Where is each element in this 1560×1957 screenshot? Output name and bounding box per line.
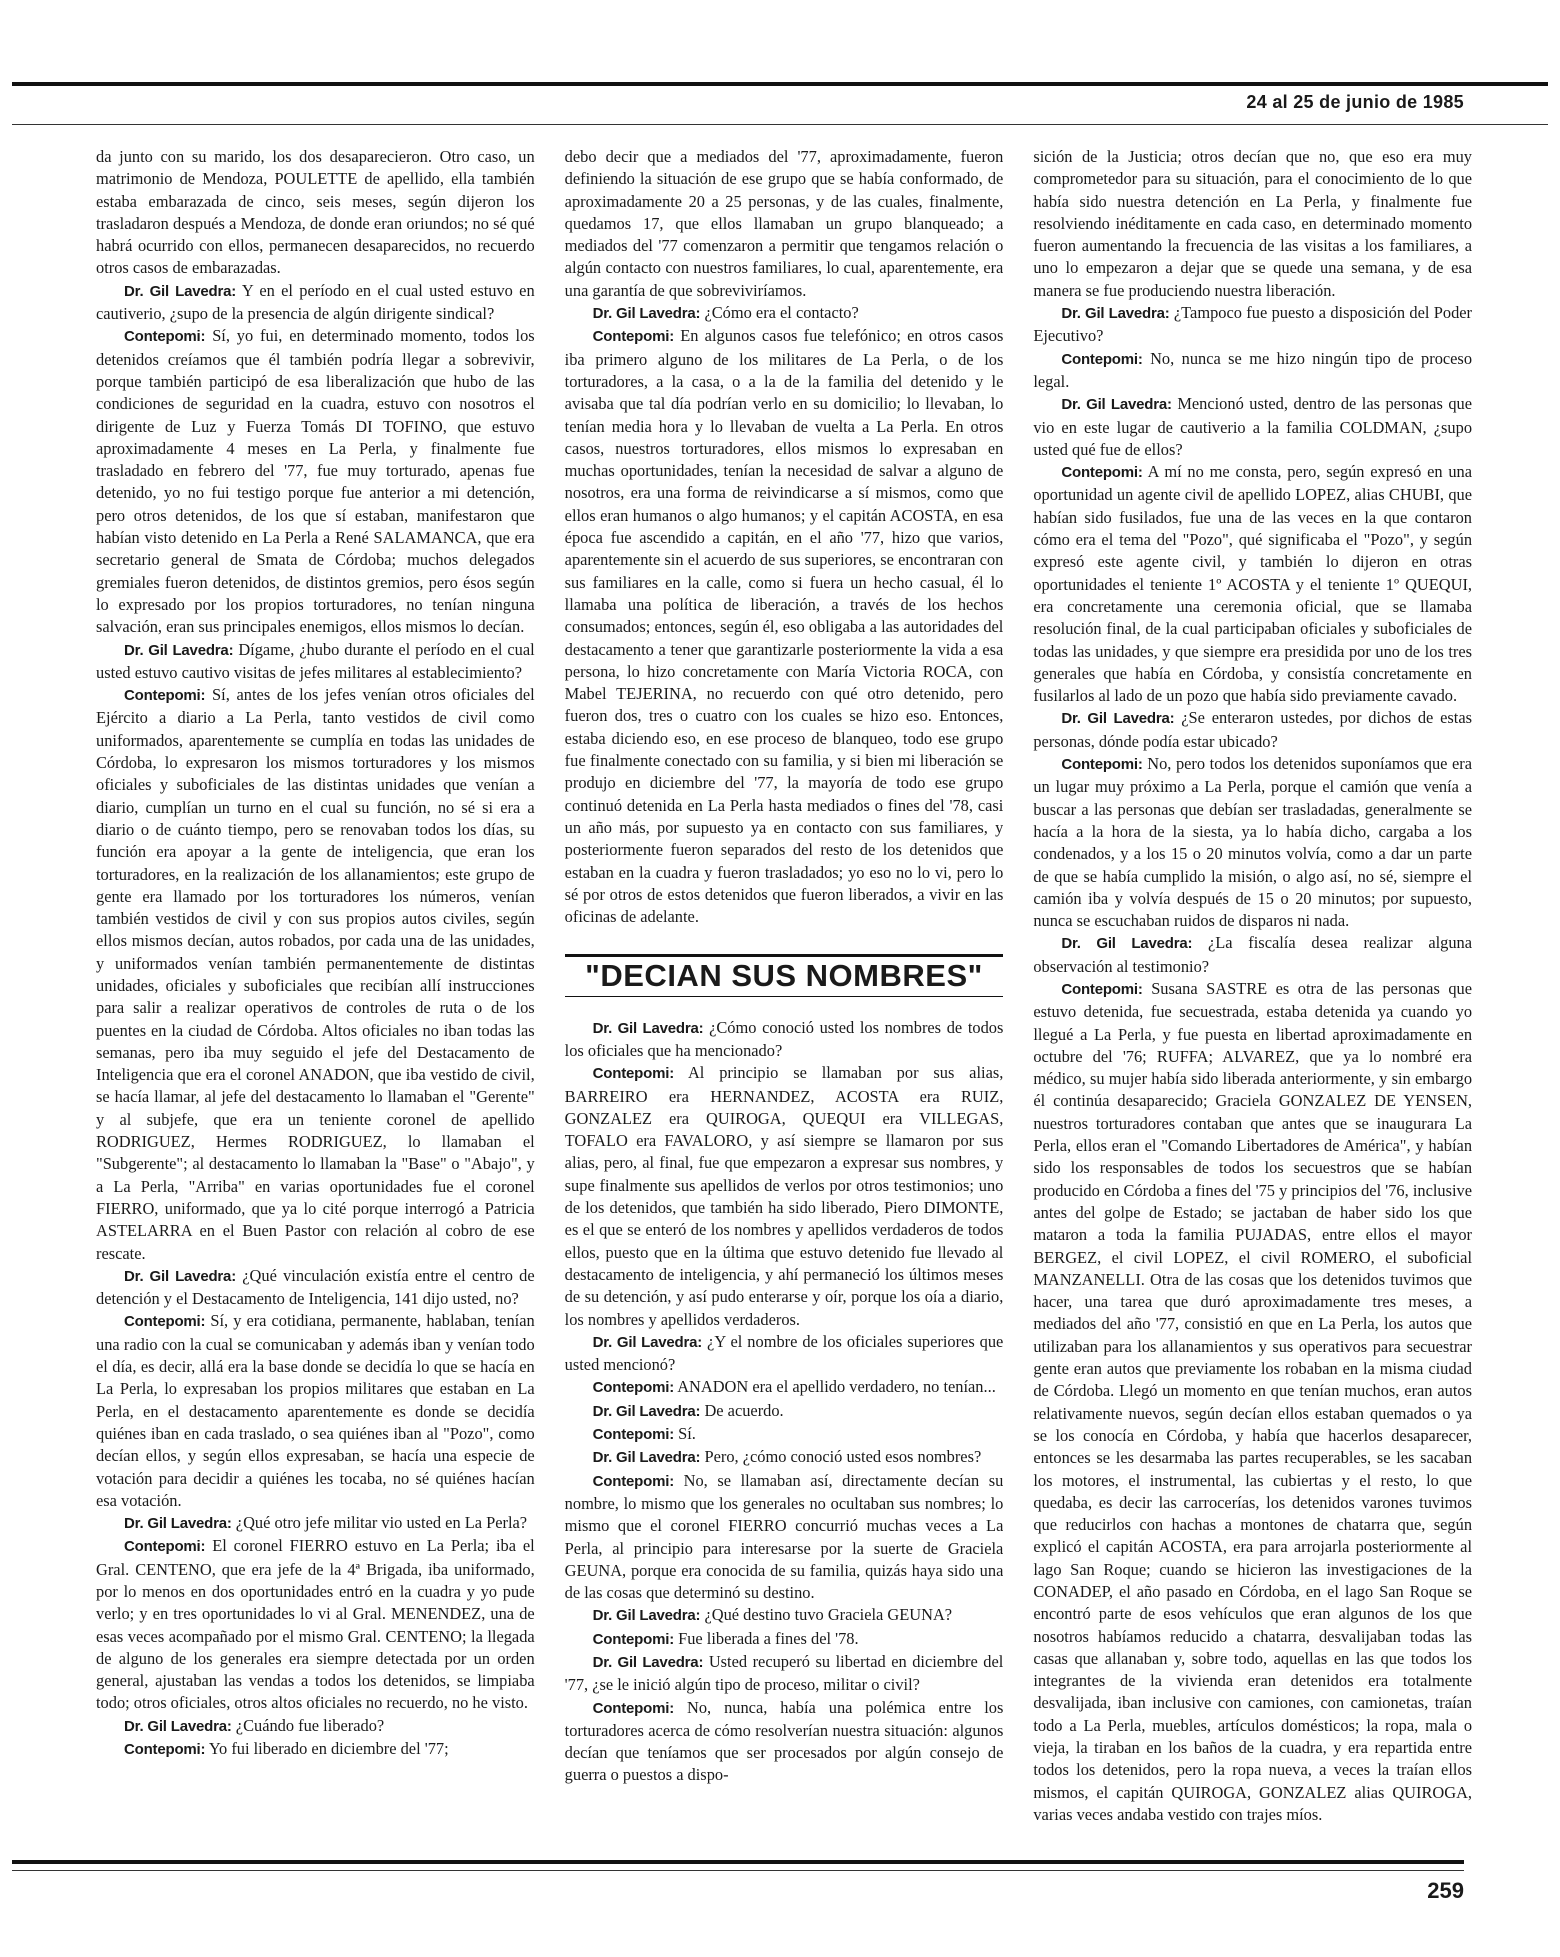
paragraph — [1033, 707, 1472, 753]
paragraph-text: ¿Tampoco fue puesto a disposición del Poder Ejecutivo? — [1033, 303, 1473, 346]
speaker-label: Contepomi: — [124, 328, 206, 346]
paragraph — [96, 1512, 535, 1535]
footer-rule-thin — [12, 1870, 1464, 1871]
paragraph-text: Usted recuperó su libertad en diciembre del '77, ¿se le inició algún tipo de proceso, militar o civil? — [564, 1652, 1004, 1695]
speaker-label: Contepomi: — [124, 687, 206, 705]
article-body — [96, 146, 1472, 1836]
speaker-label: Dr. Gil Lavedra: — [592, 305, 701, 323]
speaker-label: Dr. Gil Lavedra: — [124, 1515, 232, 1533]
speaker-label: Contepomi: — [592, 1379, 674, 1397]
column-2 — [565, 146, 1004, 1836]
paragraph — [565, 325, 1004, 928]
paragraph-text: ¿Cómo conoció usted los nombres de todos los oficiales que ha mencionado? — [564, 1017, 1004, 1060]
speaker-label: Dr. Gil Lavedra: — [592, 1654, 704, 1671]
speaker-label: Contepomi: — [124, 1538, 206, 1556]
paragraph — [565, 1376, 1004, 1399]
speaker-label: Contepomi: — [592, 1472, 674, 1490]
paragraph — [565, 1697, 1004, 1787]
footer-rule — [12, 1860, 1464, 1864]
paragraph-text: Yo fui liberado en diciembre del '77; — [208, 1739, 449, 1759]
paragraph-text: Al principio se llamaban por sus alias, BARREIRO era HERNANDEZ, ACOSTA era RUIZ, GONZALEZ era QUIROGA, QUEQUI era VILLEGAS, TOFALO era FAVALORO, y así siempre se llamaron por sus alias, pero, al final, fue que empezaron a expresar sus nombres, y supe finalmente sus apellidos de verlos por otros testimonios; uno de los detenidos, que también ha sido liberado, Piero DIMONTE, es el que se enteró de los nombres y apellidos verdaderos de todos ellos, puesto que en la última que estuvo detenido fue llevado al destacamento de inteligencia, y ahí permaneció los últimos meses de su detención, y así pudo enterarse y oír, porque los oía a diario, los nombres y apellidos verdaderos. — [564, 1063, 1004, 1329]
paragraph — [96, 684, 535, 1265]
speaker-label: Dr. Gil Lavedra: — [592, 1449, 701, 1467]
paragraph-text: Sí, yo fui, en determinado momento, todos los detenidos creíamos que él también podría llegar a sobrevivir, porque también participó de esa liberalización que hubo de las condiciones de seguridad en la cuadra, estuvo con nosotros el dirigente de Luz y Fuerza Tomás DI TOFINO, que estuvo aproximadamente 4 meses en La Perla, y finalmente fue trasladado en febrero del '77, fue muy torturado, apenas fue detenido, yo no fui testigo porque fue anterior a mi detención, pero otros detenidos, de los que sí estaban, manifestaron que habían visto detenido en La Perla a René SALAMANCA, que era secretario general de Smata de Córdoba; muchos delegados gremiales fueron detenidos, de distintos gremios, pero ésos según lo expresado por los propios torturadores, no tenían ninguna salvación, eran sus principales enemigos, ellos mismos lo decían. — [96, 326, 535, 637]
paragraph-text: Sí. — [678, 1424, 696, 1444]
speaker-label: Contepomi: — [592, 1426, 674, 1444]
paragraph — [565, 146, 1004, 302]
speaker-label: Dr. Gil Lavedra: — [592, 1333, 703, 1351]
paragraph — [565, 302, 1004, 325]
paragraph-text: da junto con su marido, los dos desaparecieron. Otro caso, un matrimonio de Mendoza, POULETTE de apellido, ella también estaba embarazada de cinco, seis meses, según dijeron los trasladaron después a Mendoza, de donde eran oriundos; no sé qué habrá ocurrido con ellos, permanecen desaparecidos, no recuerdo otros casos de embarazadas. — [96, 147, 535, 278]
paragraph-text: sición de la Justicia; otros decían que no, que eso era muy comprometedor para su situación, para el conocimiento de lo que había sido nuestra detención en La Perla, y finalmente fue resolviendo inéditamente en cada caso, en determinado momento fueron aumentando la frecuencia de las visitas a los familiares, a uno lo empezaron a dejar que se quede una semana, y de esa manera se fue produciendo nuestra liberación. — [1033, 147, 1473, 300]
speaker-label: Contepomi: — [1061, 756, 1143, 774]
speaker-label: Dr. Gil Lavedra: — [124, 641, 234, 659]
speaker-label: Dr. Gil Lavedra: — [592, 1019, 704, 1037]
paragraph-text: debo decir que a mediados del '77, aproximadamente, fueron definiendo la situación de ese grupo que se había conformado, de aproximadamente 20 a 25 personas, y de las cuales, finalmente, quedamos 17, que ellos llamaban un grupo blanqueado; a mediados del '77 comenzaron a permitir que tengamos relación o algún contacto con nuestros familiares, lo cual, aparentemente, era una garantía de que sobreviviríamos. — [564, 147, 1004, 300]
paragraph — [1033, 302, 1472, 348]
paragraph-text: A mí no me consta, pero, según expresó en una oportunidad un agente civil de apellido LOPEZ, alias CHUBI, que habían sido fusilados, fue una de las veces en la que contaron cómo era el tema del "Pozo", qué significaba el "Pozo", y según expresó este agente civil, y también lo dijeron en otras oportunidades el teniente 1º ACOSTA y el teniente 1º QUEQUI, era concretamente una ceremonia oficial, que se llamaba resolución final, de la cual participaban oficiales y suboficiales de todas las unidades, y que siempre era presidida por uno de los tres generales que había en Córdoba, y consistía concretamente en fusilarlos al lado de un pozo que había sido previamente cavado. — [1033, 462, 1473, 706]
speaker-label: Contepomi: — [124, 1313, 206, 1331]
speaker-label: Contepomi: — [592, 1630, 674, 1648]
paragraph-text: Y en el período en el cual usted estuvo en cautiverio, ¿supo de la presencia de algún dirigente sindical? — [96, 280, 535, 324]
paragraph — [565, 1651, 1004, 1697]
paragraph — [96, 146, 535, 280]
paragraph — [1033, 393, 1472, 461]
paragraph-text: ¿Qué otro jefe militar vio usted en La Perla? — [235, 1513, 528, 1533]
speaker-label: Contepomi: — [592, 328, 674, 346]
paragraph — [1033, 461, 1472, 707]
paragraph-text: El coronel FIERRO estuvo en La Perla; iba el Gral. CENTENO, que era jefe de la 4ª Brigada, iba uniformado, por lo menos en dos oportunidades entró en la cuadra y yo pude verlo; y en tres oportunidades lo vi al Gral. MENENDEZ, una de esas veces acompañado por el mismo Gral. CENTENO; la llegada de alguno de los generales era siempre detectada por un orden general, ajustaban las vendas a todos los detenidos, se limpiaba todo; otros oficiales, otros altos oficiales no recuerdo, no he visto. — [96, 1536, 535, 1713]
top-rule — [12, 82, 1548, 86]
paragraph — [1033, 932, 1472, 978]
paragraph — [565, 1062, 1004, 1331]
paragraph-text: ¿La fiscalía desea realizar alguna observación al testimonio? — [1033, 933, 1473, 976]
paragraph-text: Mencionó usted, dentro de las personas que vio en este lugar de cautiverio a la familia COLDMAN, ¿supo usted qué fue de ellos? — [1033, 394, 1473, 459]
paragraph — [96, 280, 535, 326]
paragraph — [1033, 978, 1472, 1826]
paragraph-text: ¿Cuándo fue liberado? — [235, 1715, 385, 1735]
paragraph-text: Pero, ¿cómo conoció usted esos nombres? — [704, 1447, 982, 1467]
paragraph — [565, 1446, 1004, 1469]
speaker-label: Dr. Gil Lavedra: — [1061, 396, 1172, 414]
speaker-label: Dr. Gil Lavedra: — [592, 1402, 701, 1420]
paragraph-text: Sí, y era cotidiana, permanente, hablaban, tenían una radio con la cual se comunicaban y además iban y venían todo el día, es decir, allá era la base donde se decidía lo que se hacía en La Perla, lo expresaban los propios militares que estaban en La Perla, en el destacamento aparentemente es donde se decidía quiénes iban en cada traslado, o sea quiénes iban al "Pozo", como decían ellos, y según ellos expresaban, se hacía una especie de votación para decidir a quiénes les tocaba, no sé quiénes hacían esa votación. — [96, 1311, 535, 1510]
header-rule — [12, 124, 1548, 125]
paragraph — [96, 1535, 535, 1714]
speaker-label: Dr. Gil Lavedra: — [124, 1267, 236, 1285]
paragraph-text: Dígame, ¿hubo durante el período en el cual usted estuvo cautivo visitas de jefes militares al establecimiento? — [96, 639, 535, 682]
paragraph — [565, 1470, 1004, 1605]
issue-date: 24 al 25 de junio de 1985 — [1246, 92, 1464, 112]
paragraph-text: ¿Cómo era el contacto? — [704, 303, 859, 323]
speaker-label: Contepomi: — [1061, 350, 1143, 368]
speaker-label: Dr. Gil Lavedra: — [1061, 935, 1193, 953]
page-number: 259 — [1427, 1878, 1464, 1903]
paragraph-text: Sí, antes de los jefes venían otros oficiales del Ejército a diario a La Perla, tanto vestidos de civil como uniformados, aparentemente se cumplía en todas las unidades de Córdoba, lo expresaron los mismos torturadores y los mismos oficiales y suboficiales de las distintas unidades que venían a diario, cumplían un turno en el cual su función, no sé si era a diario o de cuánto tiempo, pero se renovaban todos los días, su función era apoyar a la gente de inteligencia, que eran los torturadores, en la realización de los allanamientos; este grupo de gente era llamado por los torturadores los números, venían también vestidos de civil y con sus propios autos civiles, según ellos mismos decían, autos robados, por cada una de las unidades, y uniformados venían también permanentemente de distintas unidades, oficiales y suboficiales que recibían allí instrucciones para salir a realizar operativos de controles de ruta o de los puentes en la ciudad de Córdoba. Altos oficiales no iban todas las semanas, pero iba muy seguido el jefe del Destacamento de Inteligencia que era el coronel ANADON, que iba vestido de civil, se hacía llamar, al jefe del destacamento lo llamaban el "Gerente" y al subjefe, que era un teniente coronel de apellido RODRIGUEZ, Hermes RODRIGUEZ, lo llamaban el "Subgerente"; al destacamento lo llamaban la "Base" o "Abajo", y a La Perla, "Arriba" en varias oportunidades fue el coronel FIERRO, uniformado, que ya lo cité porque interrogó a Patricia ASTELARRA en el Buen Pastor con relación al cobro de ese rescate. — [96, 685, 535, 1263]
paragraph — [565, 1331, 1004, 1377]
paragraph — [565, 1604, 1004, 1627]
speaker-label: Dr. Gil Lavedra: — [592, 1607, 701, 1625]
paragraph — [96, 1310, 535, 1512]
speaker-label: Dr. Gil Lavedra: — [124, 282, 237, 300]
paragraph — [565, 1628, 1004, 1651]
paragraph-text: Susana SASTRE es otra de las personas que estuvo detenida, fue secuestrada, estaba detenida ya cuando yo llegué a La Perla, y fue puesta en libertad aproximadamente en octubre del '76; RUFFA; ALVAREZ, que ya lo nombré era médico, su mujer había sido liberada anteriormente, y sin embargo él continúa desaparecido; Graciela GONZALEZ DE YENSEN, nuestros torturadores contaban que antes que se inaugurara La Perla, ellos eran el "Comando Libertadores de América", y habían sido los responsables de todos los secuestros que se habían producido en Córdoba a fines del '75 y principios del '76, inclusive antes del golpe de Estado; se jactaban de haber sido los que mataron a toda la familia PUJADAS, entre ellos el mayor BERGEZ, el civil LOPEZ, el civil ROMERO, el suboficial MANZANELLI. Otra de las cosas que los detenidos tuvimos que hacer, una tarea que duró aproximadamente tres meses, a mediados del año '77, consistió en que en La Perla, los autos que utilizaban para los allanamientos y sus operativos para secuestrar gente eran autos que previamente los robaban en la misma ciudad de Córdoba. Llegó un momento en que tenían muchos, eran autos relativamente nuevos, según decían ellos estaban quemados o ya se los conocía en Córdoba, y había que hacerlos desaparecer, entonces se les desarmaba las partes recuperables, se les sacaban los motores, el instrumental, las cubiertas y el resto, lo que quedaba, es decir las carrocerías, los detenidos varones tuvimos que reducirlos con hachas a montones de chatarra que, según explicó el capitán ACOSTA, era para arrojarla posteriormente al lago San Roque; cuando se hicieron las investigaciones de la CONADEP, el año pasado en Córdoba, en el lago San Roque se encontró parte de esos vehículos que eran algunos de los que nosotros habíamos reducido a chatarra, desvalijaban todas las casas que allanaban y, sobre todo, aquellas en las que todos los integrantes de la vivienda eran detenidos era totalmente desvalijada, iban inclusive con camiones, con camionetas, traían todo a La Perla, muebles, artículos domésticos; la ropa, mala o vieja, la tiraban en los baños de la cuadra, y era repartida entre todos los detenidos, pero la ropa nueva, a veces la traían ellos mismos, el capitán QUIROGA, GONZALEZ alias QUIROGA, varias veces andaba vestido con trajes míos. — [1033, 978, 1473, 1824]
paragraph — [565, 1423, 1004, 1446]
paragraph-text: ¿Y el nombre de los oficiales superiores que usted mencionó? — [564, 1331, 1004, 1375]
speaker-label: Contepomi: — [592, 1065, 674, 1083]
paragraph-text: No, nunca se me hizo ningún tipo de proceso legal. — [1033, 348, 1473, 391]
paragraph — [96, 1715, 535, 1738]
speaker-label: Contepomi: — [124, 1741, 206, 1759]
speaker-label: Dr. Gil Lavedra: — [124, 1717, 232, 1735]
paragraph-text: En algunos casos fue telefónico; en otros casos iba primero alguno de los militares de La Perla, o de los torturadores, a la casa, o a la de la familia del detenido y le avisaba que tal día podrían verlo en su domicilio; lo llevaban, lo tenían media hora y lo llevaban de vuelta a La Perla. En otros casos, nuestros torturadores, ellos mismos lo expresaban en muchas oportunidades, tenían la necesidad de salvar a alguno de nosotros, era una forma de reivindicarse a sí mismos, como que ellos eran humanos o algo humanos; y el capitán ACOSTA, en esa época fue ascendido a capitán, en el año '77, hizo que varios, aparentemente sin el acuerdo de sus superiores, se encontraran con sus familiares en la calle, como si fuera un hecho casual, él lo llamaba una política de liberación, a través de los hechos consumados; entonces, según él, eso obligaba a las autoridades del destacamento a tener que garantizarle posteriormente la vida a esa persona, lo hizo concretamente con María Victoria ROCA, con Mabel TEJERINA, no recuerdo con qué otro detenido, pero fueron dos, tres o cuatro con los cuales se hizo eso. Entonces, estaba diciendo eso, en ese proceso de blanqueo, todo ese grupo fue finalmente conectado con su familia, y si bien mi liberación se produjo en diciembre del '77, la mayoría de todo ese grupo continuó detenida en La Perla hasta mediados o fines del '78, casi un año más, por supuesto ya en contacto con sus familiares, y posteriormente fueron separados del resto de los detenidos que estaban en la cuadra y fueron trasladados; yo eso no lo vi, pero lo sé por otros de estos detenidos que fueron liberados, a vivir en las oficinas de adelante. — [564, 326, 1004, 927]
paragraph — [1033, 348, 1472, 394]
speaker-label: Dr. Gil Lavedra: — [1061, 710, 1175, 728]
column-3 — [1033, 146, 1472, 1836]
paragraph-text: No, nunca, había una polémica entre los torturadores acerca de cómo resolverían nuestra situación: algunos decían que teníamos que ser procesados por algún consejo de guerra o puestos a dispo- — [564, 1697, 1004, 1785]
paragraph-text: ANADON era el apellido verdadero, no tenían... — [677, 1377, 996, 1397]
paragraph-text: ¿Se enteraron ustedes, por dichos de estas personas, dónde podía estar ubicado? — [1033, 708, 1472, 751]
paragraph — [565, 1017, 1004, 1063]
paragraph — [1033, 753, 1472, 932]
paragraph-text: ¿Qué vinculación existía entre el centro de detención y el Destacamento de Inteligencia, 141 dijo usted, no? — [96, 1265, 535, 1309]
speaker-label: Dr. Gil Lavedra: — [1061, 305, 1170, 323]
paragraph-text: ¿Qué destino tuvo Graciela GEUNA? — [704, 1605, 953, 1625]
paragraph — [96, 1265, 535, 1311]
paragraph — [565, 1400, 1004, 1423]
speaker-label: Contepomi: — [1061, 464, 1143, 482]
column-1 — [96, 146, 535, 1836]
speaker-label: Contepomi: — [592, 1699, 674, 1717]
paragraph-text: No, pero todos los detenidos suponíamos que era un lugar muy próximo a La Perla, porque el camión que venía a buscar a las personas que debían ser trasladadas, generalmente se hacía a la hora de la siesta, ya lo había dicho, cargaba a los condenados, y a los 15 o 20 minutos volvía, como a dar un parte de que se había cumplido la misión, o algo así, no sé, siempre el camión iba y volvía después de 15 o 20 minutos; por supuesto, nunca se escuchaban ruidos de disparos ni nada. — [1033, 754, 1473, 931]
speaker-label: Contepomi: — [1061, 980, 1143, 998]
section-subheading: "DECIAN SUS NOMBRES" — [565, 954, 1004, 996]
paragraph-text: Fue liberada a fines del '78. — [678, 1628, 859, 1648]
paragraph-text: No, se llamaban así, directamente decían su nombre, lo mismo que los generales no ocultaban sus nombres; lo mismo que el coronel FIERRO concurrió muchas veces a La Perla, al principio para interesarse por la suerte de Graciela GEUNA, porque era conocida de su familia, quizás haya sido una de las cosas que determinó su destino. — [564, 1470, 1004, 1603]
paragraph — [96, 1738, 535, 1761]
paragraph-text: De acuerdo. — [704, 1400, 784, 1420]
paragraph — [1033, 146, 1472, 302]
paragraph — [96, 325, 535, 638]
paragraph — [96, 639, 535, 685]
